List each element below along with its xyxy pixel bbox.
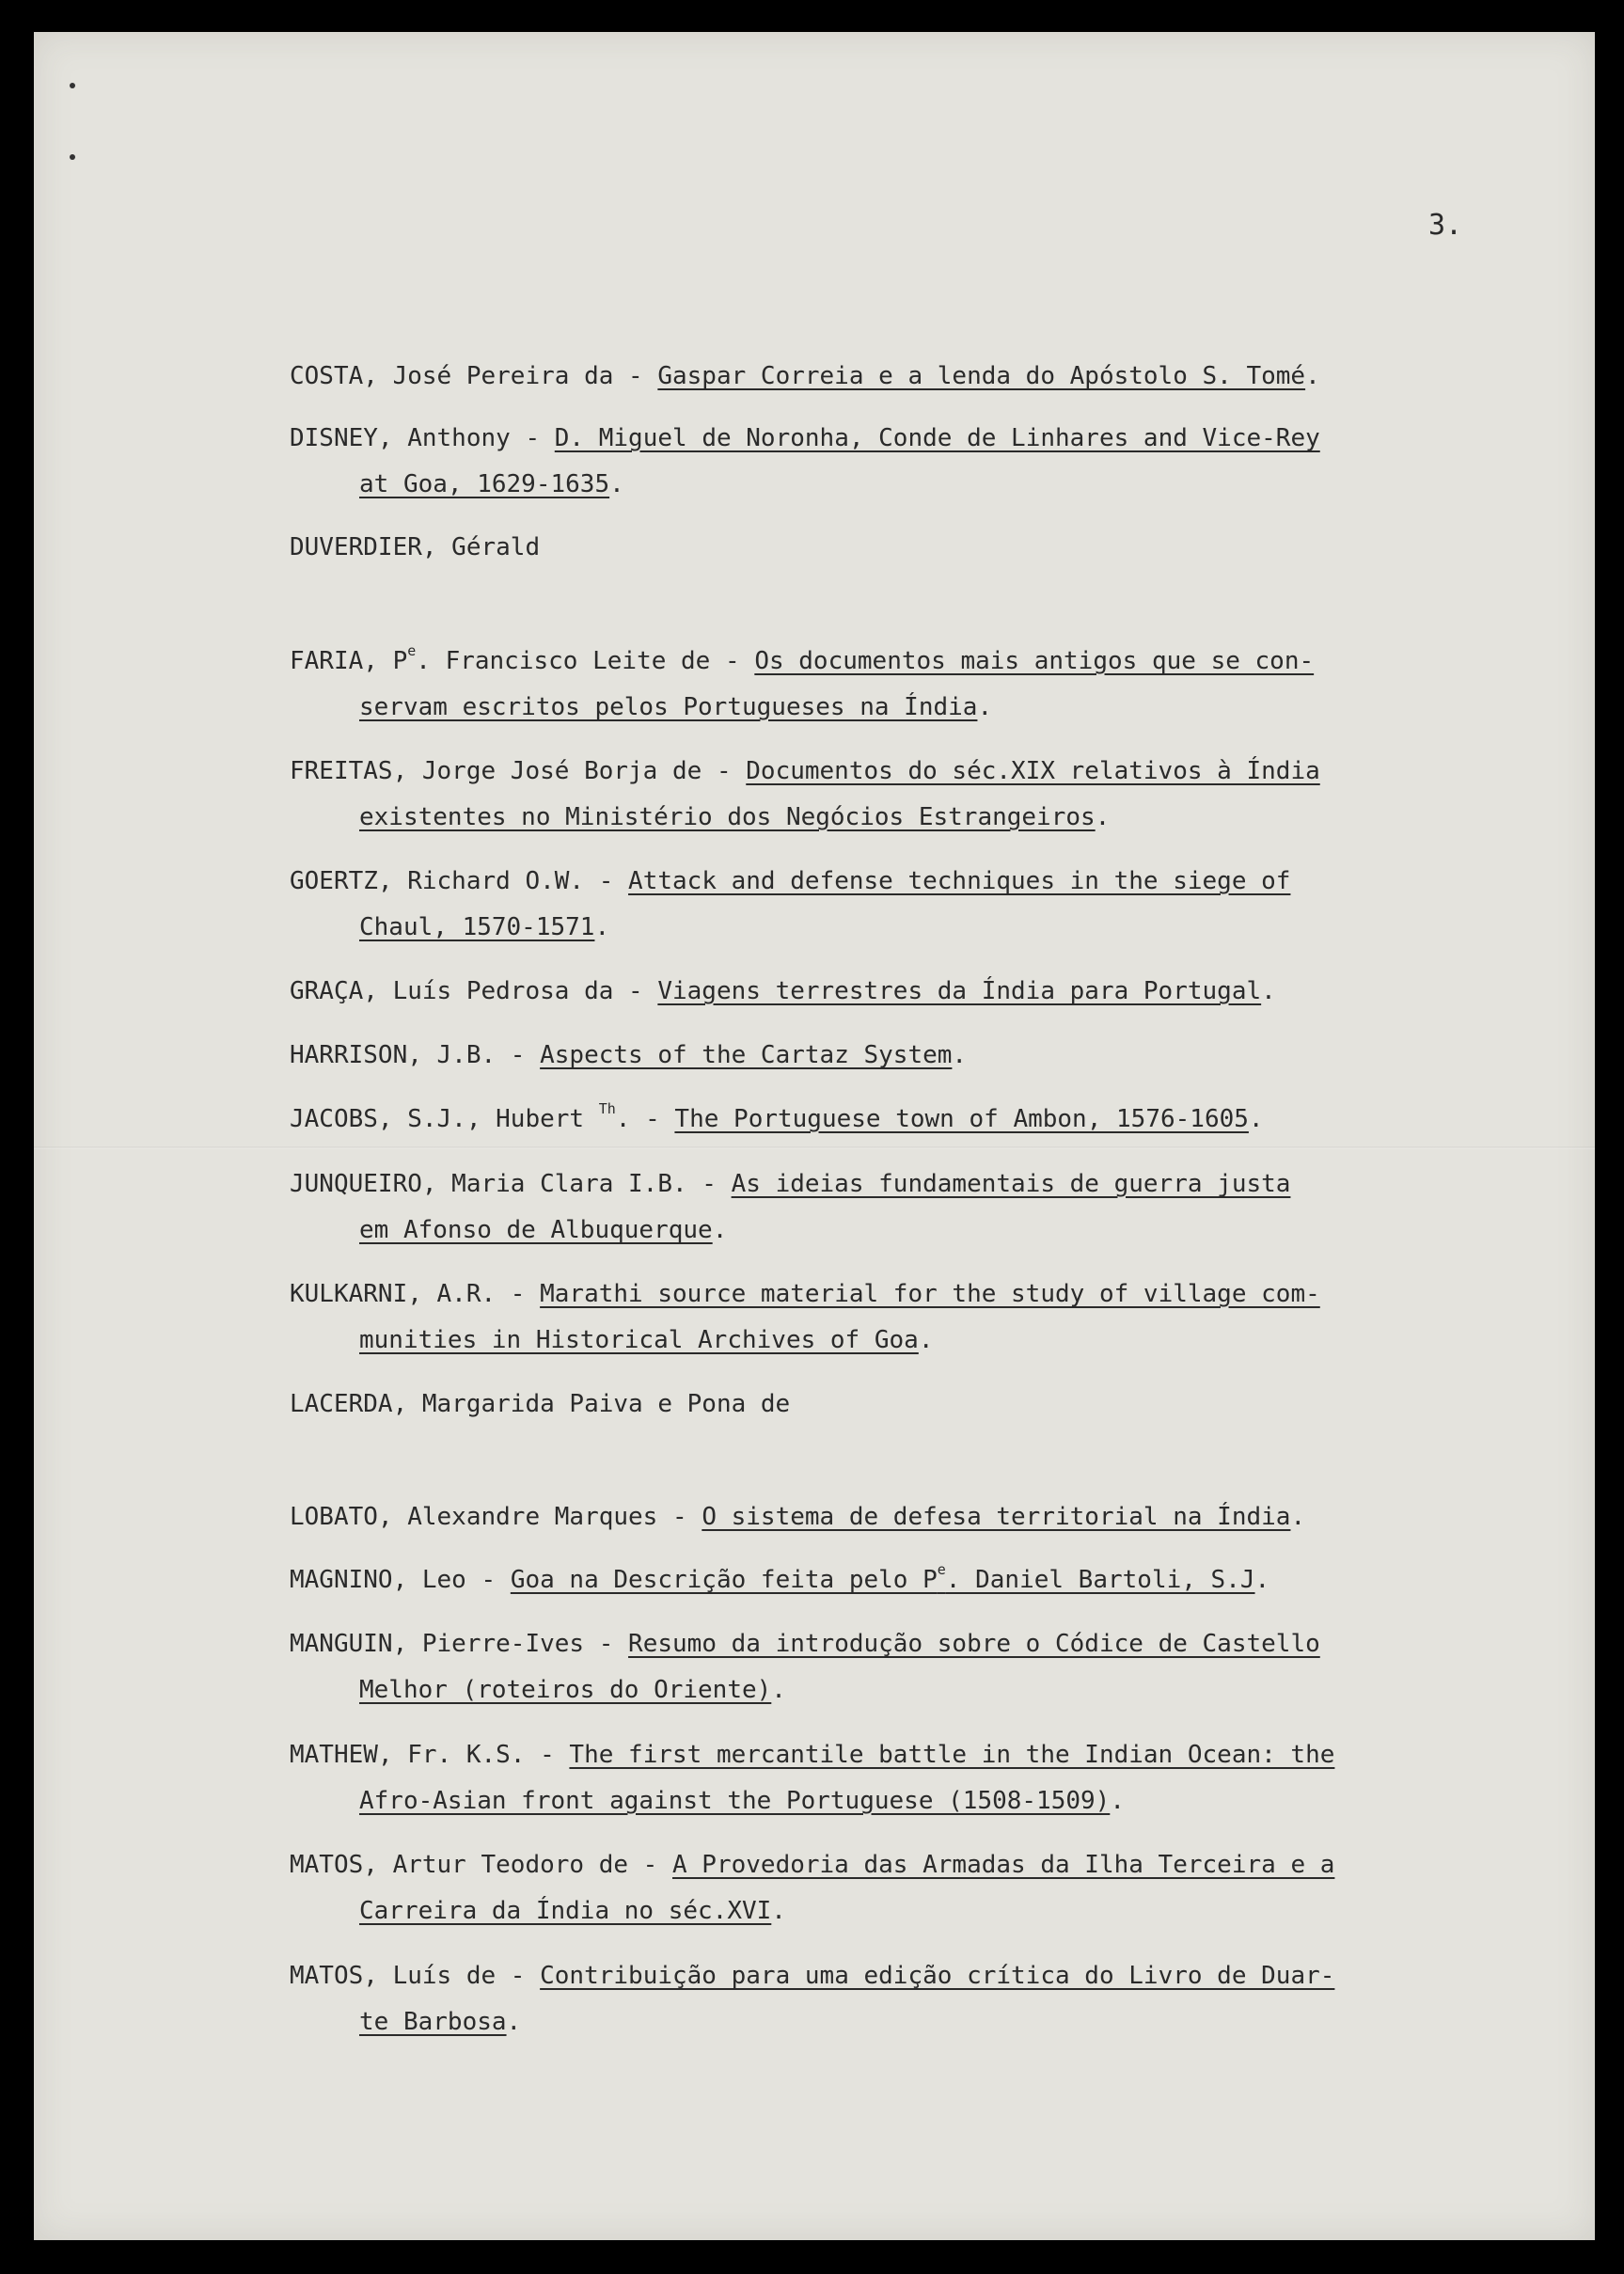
entry-author-rest: . (615, 1105, 631, 1133)
entry-title-continued: em Afonso de Albuquerque (359, 1216, 713, 1244)
bibliography-entry (290, 1732, 1540, 1824)
entry-title: Attack and defense techniques in the siege of (628, 867, 1291, 895)
bibliography-entry (290, 1494, 1540, 1540)
entry-title-continued: Chaul, 1570-1571 (359, 913, 595, 941)
bibliography-entry (290, 354, 1540, 400)
entry-separator: - (496, 1041, 541, 1069)
entry-title: Contribuição para uma edição crítica do Livro de Duar- (540, 1962, 1335, 1990)
entry-title: Goa na Descrição feita pelo P (510, 1566, 938, 1594)
entry-author: COSTA, José Pereira da (290, 362, 614, 390)
bibliography-entry (290, 1097, 1540, 1143)
entry-author: GRAÇA, Luís Pedrosa da (290, 977, 614, 1005)
entry-author: LOBATO, Alexandre Marques (290, 1503, 658, 1531)
entry-author: FARIA, P (290, 647, 408, 675)
entry-title: Documentos do séc.XIX relativos à Índia (746, 757, 1320, 785)
entry-separator: - (628, 1851, 672, 1879)
entry-end: . (594, 913, 610, 941)
bibliography-entry (290, 749, 1540, 841)
entry-end: . (1254, 1566, 1270, 1594)
entry-author: JUNQUEIRO, Maria Clara I.B. (290, 1170, 687, 1198)
entry-title: Os documentos mais antigos que se con- (754, 647, 1315, 675)
bibliography-entry (290, 969, 1540, 1015)
entry-author: MANGUIN, Pierre-Ives (290, 1630, 585, 1658)
entry-end: . (712, 1216, 728, 1244)
punch-mark (70, 83, 75, 88)
entry-author: MATOS, Artur Teodoro de (290, 1851, 629, 1879)
entry-separator: - (686, 1170, 732, 1198)
bibliography-entry (290, 1271, 1540, 1364)
entry-title: As ideias fundamentais de guerra justa (731, 1170, 1291, 1198)
entry-end: . (918, 1326, 934, 1354)
entry-end: . (1290, 1503, 1306, 1531)
entry-end: . (1095, 803, 1111, 831)
entry-separator: - (613, 362, 658, 390)
entry-author: LACERDA, Margarida Paiva e Pona de (290, 1390, 791, 1418)
entry-separator: - (584, 1630, 629, 1658)
bibliography-entry (290, 525, 1540, 571)
entry-separator: - (525, 1741, 570, 1769)
entry-title: Gaspar Correia e a lenda do Apóstolo S. Tomé (657, 362, 1306, 390)
entry-title-continued: existentes no Ministério dos Negócios Estrangeiros (359, 803, 1096, 831)
bibliography-entry (290, 1161, 1540, 1254)
entry-author: FREITAS, Jorge José Borja de (290, 757, 702, 785)
document-page (34, 32, 1595, 2240)
entry-author: MATOS, Luís de (290, 1962, 497, 1990)
bibliography-entry (290, 859, 1540, 951)
entry-separator: - (630, 1105, 675, 1133)
entry-author: HARRISON, J.B. (290, 1041, 497, 1069)
bibliography-entry (290, 1842, 1540, 1934)
entry-author: DISNEY, Anthony (290, 424, 511, 452)
paper-fold (34, 1146, 1595, 1149)
bibliography-entry (290, 639, 1540, 731)
entry-end: . (1261, 977, 1276, 1005)
entry-title-continued: munities in Historical Archives of Goa (359, 1326, 919, 1354)
entry-title-continued: at Goa, 1629-1635 (359, 470, 610, 498)
entry-end: . (771, 1897, 786, 1925)
entry-author: JACOBS, S.J., Hubert (290, 1105, 599, 1133)
entry-title: Resumo da introdução sobre o Códice de Castello (628, 1630, 1320, 1658)
bibliography-entry (290, 1621, 1540, 1713)
entry-separator: - (465, 1566, 511, 1594)
entry-end: . (1110, 1787, 1125, 1815)
entry-title: O sistema de defesa territorial na Índia (702, 1503, 1291, 1531)
entry-separator: - (657, 1503, 702, 1531)
bibliography-entry (290, 1557, 1540, 1603)
entry-title-rest: . Daniel Bartoli, S.J (945, 1566, 1255, 1594)
entry-author: MATHEW, Fr. K.S. (290, 1741, 526, 1769)
entry-title: The first mercantile battle in the Indian Ocean: the (569, 1741, 1335, 1769)
entry-separator: - (510, 424, 555, 452)
entry-title: Marathi source material for the study of village com- (540, 1280, 1320, 1308)
entry-title: The Portuguese town of Ambon, 1576-1605 (674, 1105, 1249, 1133)
entry-separator: - (584, 867, 629, 895)
entry-title-continued: te Barbosa (359, 2008, 507, 2036)
bibliography-entry (290, 1953, 1540, 2045)
entry-separator: - (613, 977, 658, 1005)
entry-author-rest: . Francisco Leite de (416, 647, 711, 675)
entry-end: . (771, 1676, 786, 1704)
entry-end: . (1248, 1105, 1264, 1133)
entry-author: MAGNINO, Leo (290, 1566, 466, 1594)
entry-end: . (1305, 362, 1320, 390)
entry-title-continued: Afro-Asian front against the Portuguese (1508-1509) (359, 1787, 1111, 1815)
page-number: 3. (1428, 209, 1463, 242)
entry-title-continued: servam escritos pelos Portugueses na Índia (359, 693, 978, 721)
entry-author-superscript: e (407, 642, 417, 659)
entry-author-superscript: Th (598, 1100, 616, 1117)
entry-separator: - (496, 1962, 541, 1990)
entry-author: GOERTZ, Richard O.W. (290, 867, 585, 895)
entry-end: . (609, 470, 624, 498)
entry-title: D. Miguel de Noronha, Conde de Linhares and Vice-Rey (554, 424, 1320, 452)
bibliography-entry (290, 416, 1540, 508)
entry-title: Aspects of the Cartaz System (540, 1041, 953, 1069)
entry-title: Viagens terrestres da Índia para Portugal (657, 977, 1262, 1005)
entry-end: . (977, 693, 993, 721)
entry-separator: - (702, 757, 747, 785)
punch-mark (70, 154, 75, 160)
bibliography-entry (290, 1033, 1540, 1079)
entry-end: . (506, 2008, 522, 2036)
entry-author: DUVERDIER, Gérald (290, 533, 541, 561)
entry-end: . (952, 1041, 968, 1069)
bibliography-entry (290, 1382, 1540, 1428)
entry-title: A Provedoria das Armadas da Ilha Terceira e a (672, 1851, 1335, 1879)
entry-separator: - (710, 647, 755, 675)
entry-separator: - (496, 1280, 541, 1308)
entry-title-continued: Melhor (roteiros do Oriente) (359, 1676, 772, 1704)
entry-title-superscript: e (937, 1561, 946, 1578)
entry-author: KULKARNI, A.R. (290, 1280, 497, 1308)
entry-title-continued: Carreira da Índia no séc.XVI (359, 1897, 772, 1925)
